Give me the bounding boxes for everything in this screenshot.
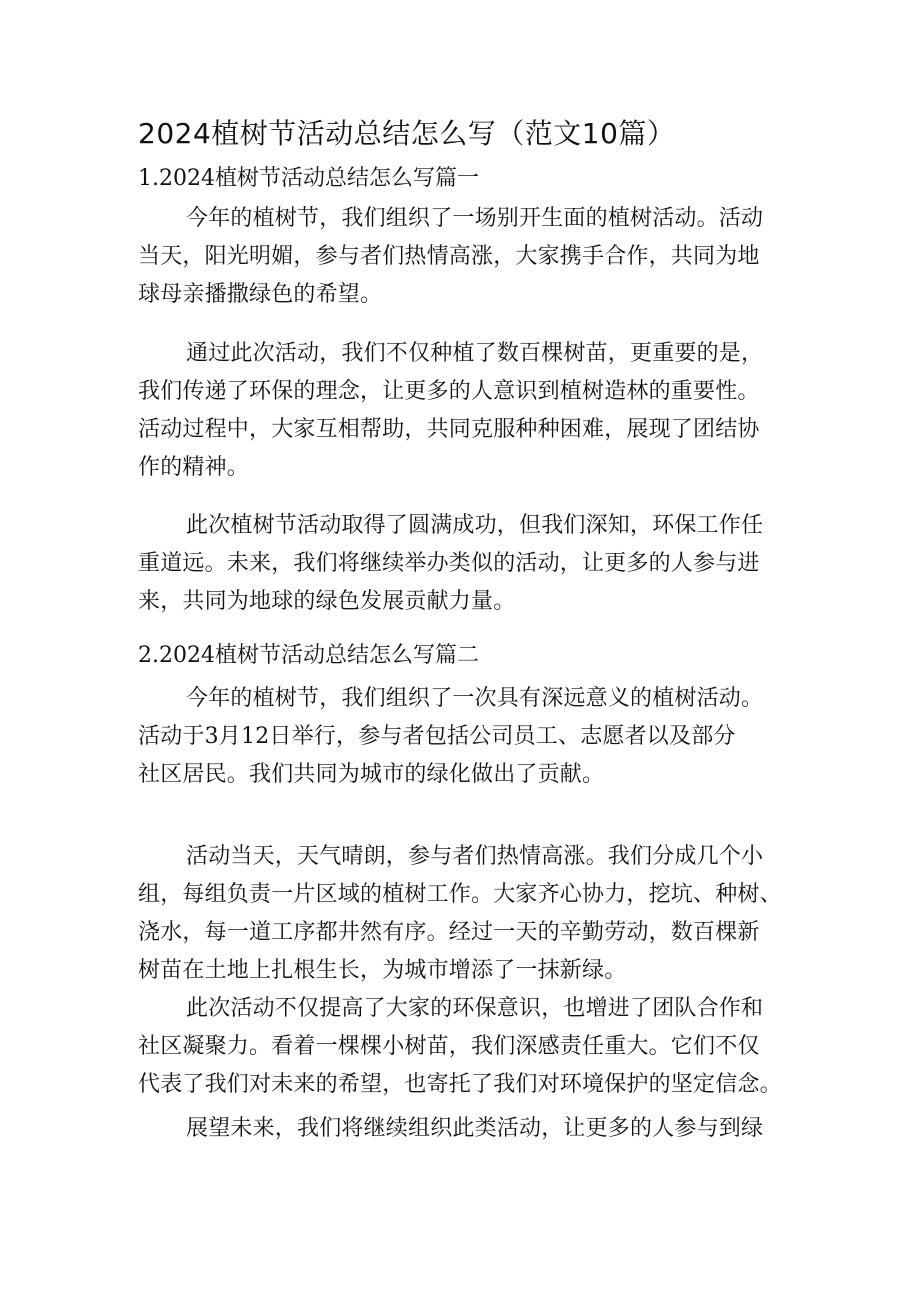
section-1-paragraph-3	[138, 507, 798, 621]
text-line: 通过此次活动，我们不仅种植了数百棵树苗，更重要的是，	[186, 341, 764, 366]
section-1-paragraph-1	[138, 200, 798, 314]
section-2-paragraph-1	[138, 680, 798, 794]
text-line: 此次植树节活动取得了圆满成功，但我们深知，环保工作任	[186, 513, 764, 538]
text-line: 活动于3月12日举行，参与者包括公司员工、志愿者以及部分	[138, 724, 736, 749]
text-line: 我们传递了环保的理念，让更多的人意识到植树造林的重要性。	[138, 379, 760, 404]
text-line: 组，每组负责一片区域的植树工作。大家齐心协力，挖坑、种树、	[138, 882, 782, 907]
text-line: 球母亲播撒绿色的希望。	[138, 282, 383, 307]
text-line: 活动过程中，大家互相帮助，共同克服种种困难，展现了团结协	[138, 417, 760, 442]
text-line: 今年的植树节，我们组织了一次具有深远意义的植树活动。	[186, 686, 764, 711]
text-line: 当天，阳光明媚，参与者们热情高涨，大家携手合作，共同为地	[138, 244, 760, 269]
text-line: 重道远。未来，我们将继续举办类似的活动，让更多的人参与进	[138, 551, 760, 576]
text-line: 社区居民。我们共同为城市的绿化做出了贡献。	[138, 762, 605, 787]
text-line: 社区凝聚力。看着一棵棵小树苗，我们深感责任重大。它们不仅	[138, 1034, 760, 1059]
section-heading-1: 1.2024植树节活动总结怎么写篇一	[138, 166, 479, 191]
text-line: 来，共同为地球的绿色发展贡献力量。	[138, 589, 516, 614]
section-2-paragraph-3	[138, 990, 798, 1104]
text-line: 代表了我们对未来的希望，也寄托了我们对环境保护的坚定信念。	[138, 1072, 782, 1097]
section-heading-2: 2.2024植树节活动总结怎么写篇二	[138, 643, 479, 668]
text-line: 活动当天，天气晴朗，参与者们热情高涨。我们分成几个小	[186, 844, 764, 869]
section-2-paragraph-4	[138, 1110, 798, 1148]
text-line: 作的精神。	[138, 455, 250, 480]
text-line: 展望未来，我们将继续组织此类活动，让更多的人参与到绿	[186, 1116, 764, 1141]
text-line: 浇水，每一道工序都井然有序。经过一天的辛勤劳动，数百棵新	[138, 920, 760, 945]
section-2-paragraph-2	[138, 838, 798, 990]
text-line: 树苗在土地上扎根生长，为城市增添了一抹新绿。	[138, 958, 627, 983]
document-title: 2024植树节活动总结怎么写（范文10篇）	[138, 117, 676, 150]
text-line: 此次活动不仅提高了大家的环保意识，也增进了团队合作和	[186, 996, 764, 1021]
section-1-paragraph-2	[138, 335, 798, 487]
text-line: 今年的植树节，我们组织了一场别开生面的植树活动。活动	[186, 206, 764, 231]
